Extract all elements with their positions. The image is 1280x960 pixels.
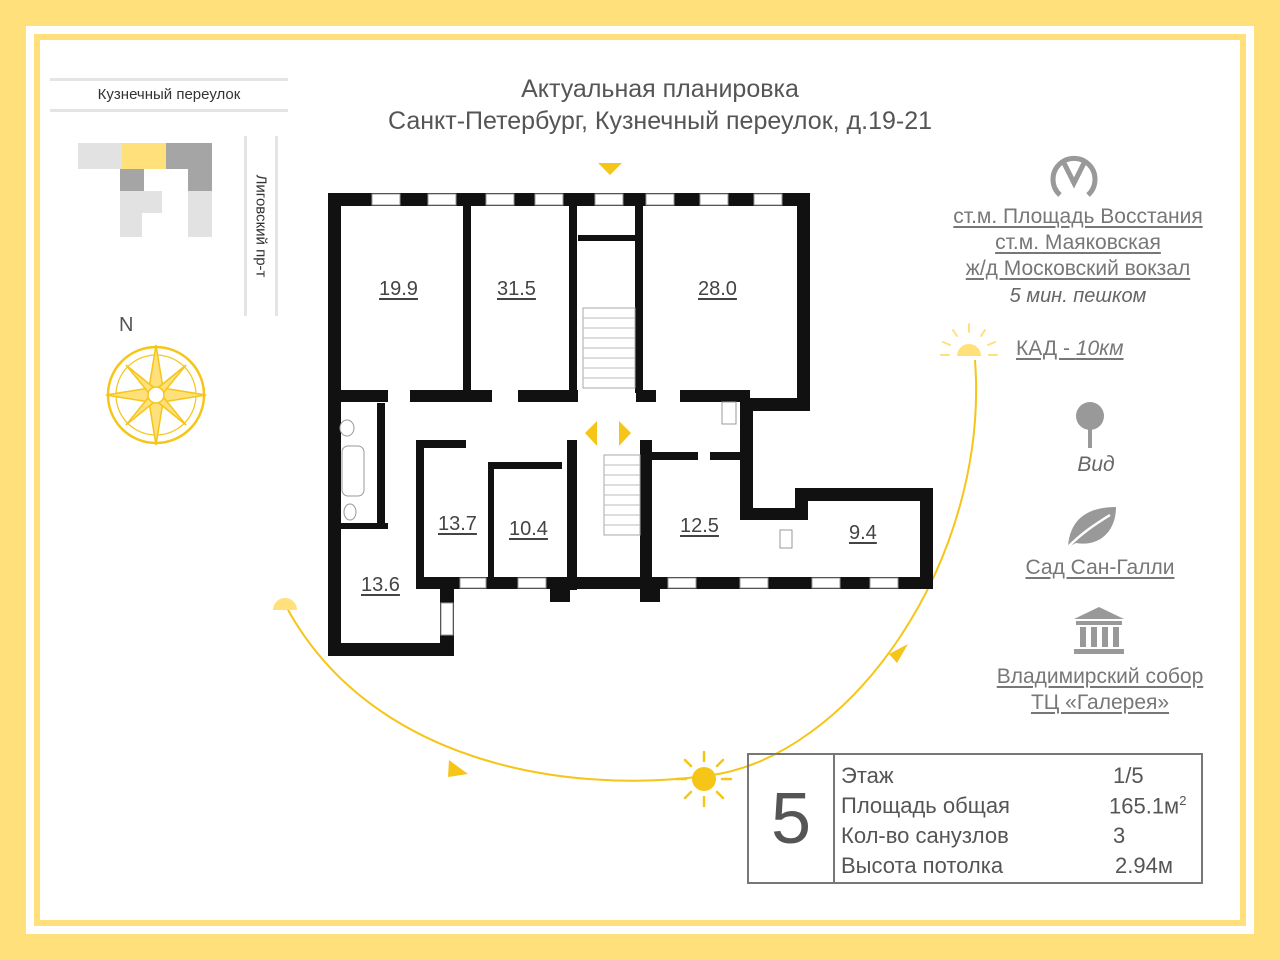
room-area-1: 19.9 [379,278,418,300]
floor-number: 5 [749,755,835,882]
info-value-floor: 1/5 [1113,763,1144,788]
cathedral-icon [1072,605,1126,655]
street-vertical-text: Лиговский пр-т [252,174,270,278]
metro-link-2[interactable]: ст.м. Маяковская [995,231,1161,254]
compass-north-label: N [119,314,134,336]
room-area-6: 12.5 [680,515,719,537]
walk-time: 5 мин. пешком [1009,285,1147,307]
room-area-7: 9.4 [849,522,877,544]
info-label-area: Площадь общая [841,793,1010,818]
kad-distance: 10км [1075,337,1124,360]
room-area-2: 31.5 [497,278,536,300]
info-value-area-number: 165.1м [1109,793,1180,819]
metro-icon [1047,153,1101,197]
room-area-8: 13.6 [361,574,400,596]
garden-link[interactable]: Сад Сан-Галли [1025,556,1175,579]
landmark-link-2[interactable]: ТЦ «Галерея» [1030,691,1170,714]
kad-label: КАД - [1016,337,1076,360]
street-label-horizontal: Кузнечный переулок [50,78,288,112]
info-value-area-sup: 2 [1179,793,1187,808]
room-area-4: 13.7 [438,513,477,535]
info-label-bathrooms: Кол-во санузлов [841,823,1009,848]
info-value-area [1109,793,1186,819]
info-value-bathrooms: 3 [1113,823,1126,848]
info-value-ceiling: 2.94м [1115,853,1173,878]
metro-link-1[interactable]: ст.м. Площадь Восстания [953,205,1203,228]
map-pin-icon [1073,400,1107,450]
room-area-5: 10.4 [509,518,548,540]
info-label-floor: Этаж [841,763,894,788]
apartment-info-box [747,753,1203,884]
page-title: Актуальная планировка [521,75,799,103]
kad-link[interactable] [1016,337,1124,361]
view-label: Вид [1077,453,1115,476]
leaf-icon [1064,503,1120,549]
railway-link[interactable]: ж/д Московский вокзал [965,257,1191,280]
address-subtitle: Санкт-Петербург, Кузнечный переулок, д.19-21 [387,107,933,135]
landmark-link-1[interactable]: Владимирский собор [996,665,1204,688]
info-label-ceiling: Высота потолка [841,853,1004,878]
room-area-3: 28.0 [698,278,737,300]
